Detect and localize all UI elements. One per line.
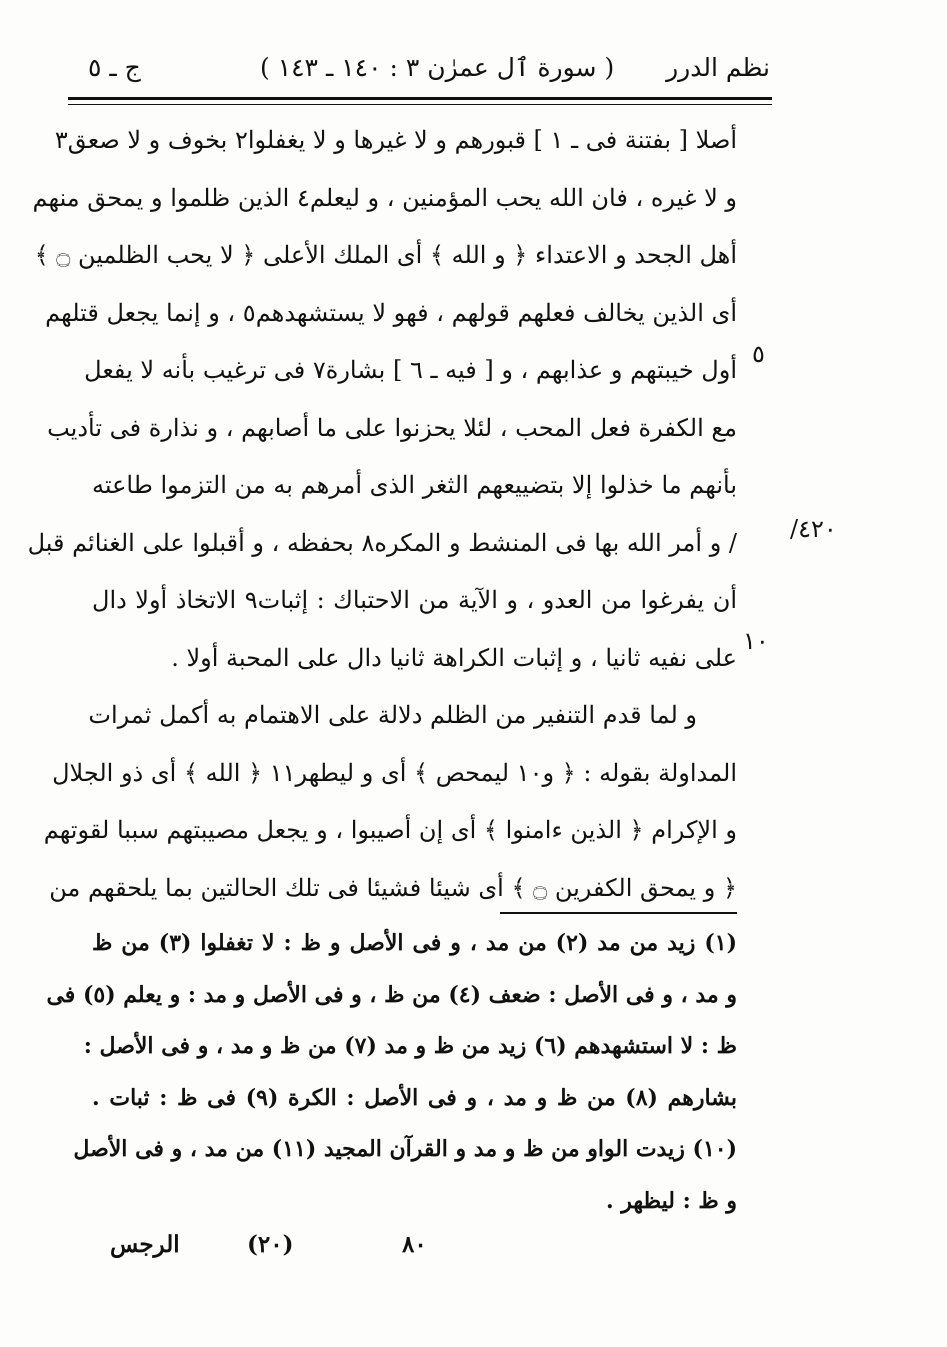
text-line: و الإكرام ﴿ الذين ءامنوا ﴾ أى إن أصيبوا ، و يجعل مصيبتهم سببا لقوتهم: [43, 816, 737, 844]
text-line: و لا غيره ، فان الله يحب المؤمنين ، و ليعلم٤ الذين ظلموا و يمحق منهم: [32, 183, 737, 212]
text-line: المداولة بقوله : ﴿ و١٠ ليمحص ﴾ أى و ليطهر١١ ﴿ الله ﴾ أى ذو الجلال: [52, 758, 737, 787]
text-line: أى الذين يخالف فعلهم قولهم ، فهو لا يستشهدهم٥ ، و إنما يجعل قتلهم: [45, 298, 737, 327]
header-rule-thick: [68, 97, 772, 100]
text-line: و لما قدم التنفير من الظلم دلالة على الاهتمام به أكمل ثمرات: [88, 701, 697, 729]
margin-line-number-5: ٥: [752, 340, 765, 368]
margin-line-number-10: ١٠: [743, 627, 769, 655]
text-line: مع الكفرة فعل المحب ، لئلا يحزنوا على ما أصابهم ، و نذارة فى تأديب: [47, 413, 737, 442]
surah-reference: ( سورة ٱل عمرٰن ٣ : ١٤٠ ـ ١٤٣ ): [260, 53, 615, 82]
running-header: [70, 48, 770, 92]
main-text: [27, 112, 737, 917]
text-line: أهل الجحد و الاعتداء ﴿ و الله ﴾ أى الملك الأعلى ﴿ لا يحب الظلمين ۝ ﴾: [34, 241, 737, 269]
text-line: على نفيه ثانيا ، و إثبات الكراهة ثانيا دال على المحبة أولا .: [171, 643, 737, 672]
text-line: / و أمر الله بها فى المنشط و المكره٨ بحفظه ، و أقبلوا على الغنائم قبل: [27, 528, 737, 557]
text-line: ﴿ و يمحق الكفرين ۝ ﴾ أى شيئا فشيئا فى تلك الحالتين بما يلحقهم من: [49, 873, 737, 902]
text-line: بأنهم ما خذلوا إلا بتضييعهم الثغر الذى أمرهم به من التزموا طاعته: [92, 471, 737, 499]
header-rule-thin: [68, 104, 772, 105]
page-number: ٨٠: [402, 1231, 427, 1258]
footnote-line: و ظ : ليظهر .: [605, 1187, 737, 1214]
book-title: نظم الدرر: [666, 53, 770, 82]
footnote-line: و مد ، و فى الأصل : ضعف (٤) من ظ ، و فى الأصل و مد : و يعلم (٥) فى: [46, 981, 737, 1008]
volume-label: ج ـ ٥: [88, 53, 141, 82]
footnote-line: (١) زيد من مد (٢) من مد ، و فى الأصل و ظ : لا تغفلوا (٣) من ظ: [92, 930, 738, 956]
footnote-separator: [500, 912, 737, 914]
signature-number: (٢٠): [247, 1231, 294, 1258]
footnote-line: بشارهم (٨) من ظ و مد ، و فى الأصل : الكرة (٩) فى ظ : ثبات .: [92, 1084, 737, 1111]
folio-marker: ٤٢٠/: [790, 515, 837, 543]
footnote-line: ظ : لا استشهدهم (٦) زيد من ظ و مد (٧) من ظ و مد ، و فى الأصل :: [83, 1033, 737, 1059]
footnotes: [46, 918, 738, 1227]
text-line: أول خيبتهم و عذابهم ، و [ فيه ـ ٦ ] بشارة٧ فى ترغيب بأنه لا يفعل: [84, 356, 737, 384]
signature-word: الرجس: [110, 1231, 180, 1258]
text-line: أصلا [ بفتنة فى ـ ١ ] قبورهم و لا غيرها و لا يغفلوا٢ بخوف و لا صعق٣: [54, 126, 737, 154]
footnote-line: (١٠) زيدت الواو من ظ و مد و القرآن المجيد (١١) من مد ، و فى الأصل: [73, 1136, 737, 1162]
text-line: أن يفرغوا من العدو ، و الآية من الاحتباك : إثبات٩ الاتخاذ أولا دال: [92, 586, 737, 614]
